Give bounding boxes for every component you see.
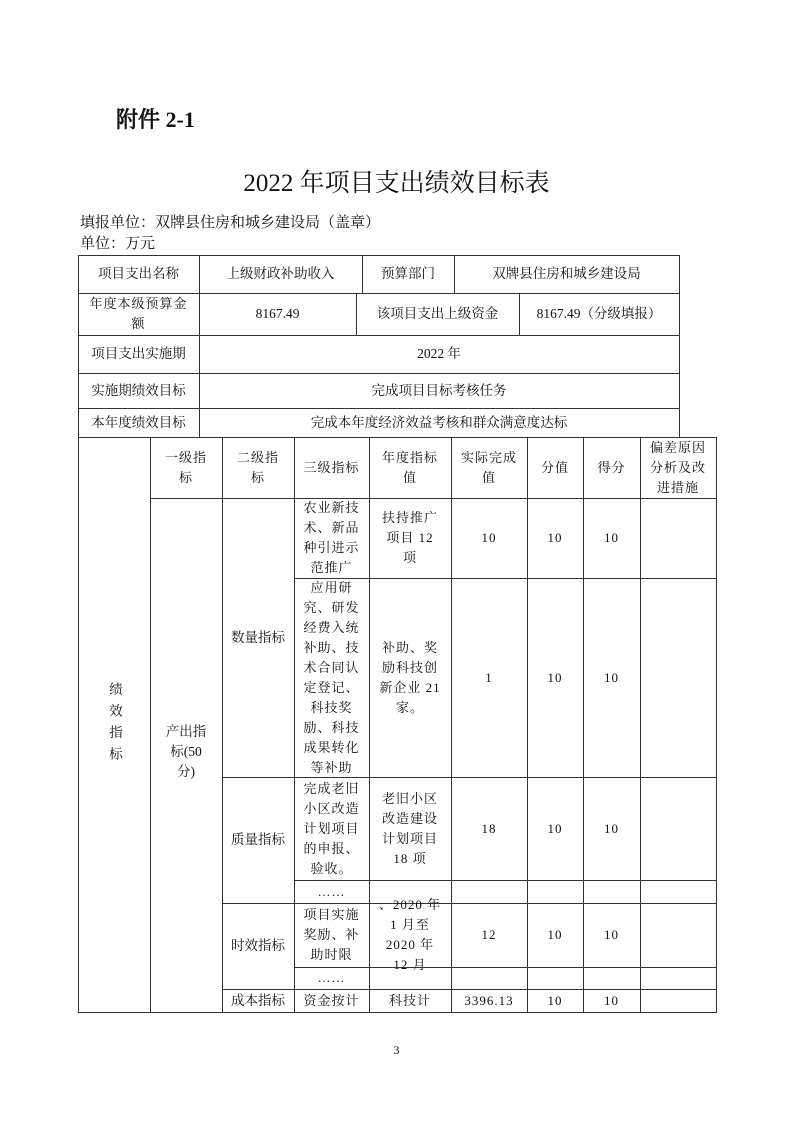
cell-target: 扶持推广项目 12 项 xyxy=(369,498,452,579)
dept-label: 预算部门 xyxy=(362,255,455,294)
cell-l3: 资金按计 xyxy=(294,989,370,1013)
column-header: 得分 xyxy=(583,437,641,499)
upper-fund-value: 8167.49（分级填报） xyxy=(519,293,680,336)
cell-score: 10 xyxy=(583,903,641,968)
column-header: 三级指标 xyxy=(294,437,370,499)
upper-fund-label: 该项目支出上级资金 xyxy=(356,293,520,336)
cell-score-value: 10 xyxy=(527,903,584,968)
cell-score-value: 10 xyxy=(527,989,584,1013)
cell-actual: 10 xyxy=(451,498,528,579)
project-name-value: 上级财政补助收入 xyxy=(199,255,363,294)
cell-score-value xyxy=(527,880,584,904)
column-header: 一级指标 xyxy=(150,437,223,499)
cell-target: 补助、奖励科技创新企业 21 家。 xyxy=(369,578,452,778)
cell-score xyxy=(583,967,641,990)
cell-note xyxy=(640,989,717,1013)
attachment-label: 附件 2-1 xyxy=(116,107,195,132)
cell-l3: 完成老旧小区改造计划项目的申报、验收。 xyxy=(294,777,370,881)
filler-unit: 填报单位：双牌县住房和城乡建设局（盖章） xyxy=(80,215,381,231)
cell-score-value: 10 xyxy=(527,578,584,778)
cell-target: 老旧小区改造建设计划项目 18 项 xyxy=(369,777,452,881)
budget-value: 8167.49 xyxy=(199,293,357,336)
column-header: 分值 xyxy=(527,437,584,499)
cell-score: 10 xyxy=(583,498,641,579)
level2-quantity: 数量指标 xyxy=(222,498,295,778)
page-title: 2022 年项目支出绩效目标表 xyxy=(243,170,550,197)
budget-label: 年度本级预算金额 xyxy=(78,293,200,336)
cell-target xyxy=(369,967,452,990)
cell-score-value xyxy=(527,967,584,990)
cell-score: 10 xyxy=(583,578,641,778)
cell-note xyxy=(640,498,717,579)
cell-actual: 18 xyxy=(451,777,528,881)
column-header: 偏差原因分析及改进措施 xyxy=(640,437,717,499)
period-label: 项目支出实施期 xyxy=(78,335,200,374)
cell-actual xyxy=(451,967,528,990)
cell-score xyxy=(583,880,641,904)
cell-note xyxy=(640,967,717,990)
cell-note xyxy=(640,880,717,904)
side-label: 绩效指标 xyxy=(78,437,151,1013)
dept-value: 双牌县住房和城乡建设局 xyxy=(454,255,680,294)
cell-target: 、2020 年 1 月至 2020 年 12 月 xyxy=(369,903,452,968)
cell-score-value: 10 xyxy=(527,498,584,579)
year-goal-label: 本年度绩效目标 xyxy=(78,408,200,438)
cell-actual: 12 xyxy=(451,903,528,968)
column-header: 实际完成值 xyxy=(451,437,528,499)
level2-cost: 成本指标 xyxy=(222,989,295,1013)
cell-l3: 应用研究、研发经费入统补助、技术合同认定登记、科技奖励、科技成果转化等补助 xyxy=(294,578,370,778)
level2-quality: 质量指标 xyxy=(222,777,295,904)
column-header: 二级指标 xyxy=(222,437,295,499)
cell-l3: …… xyxy=(294,967,370,990)
page-number: 3 xyxy=(393,1043,400,1057)
cell-l3: 项目实施奖励、补助时限 xyxy=(294,903,370,968)
year-goal-value: 完成本年度经济效益考核和群众满意度达标 xyxy=(199,408,680,438)
cell-actual: 1 xyxy=(451,578,528,778)
currency-unit: 单位：万元 xyxy=(80,236,156,252)
cell-target: 科技计 xyxy=(369,989,452,1013)
cell-score: 10 xyxy=(583,989,641,1013)
cell-score-value: 10 xyxy=(527,777,584,881)
cell-l3: 农业新技术、新品种引进示范推广 xyxy=(294,498,370,579)
project-name-label: 项目支出名称 xyxy=(78,255,200,294)
cell-note xyxy=(640,578,717,778)
period-value: 2022 年 xyxy=(199,335,680,374)
cell-score: 10 xyxy=(583,777,641,881)
cell-actual xyxy=(451,880,528,904)
period-goal-label: 实施期绩效目标 xyxy=(78,373,200,409)
level2-timeliness: 时效指标 xyxy=(222,903,295,990)
cell-note xyxy=(640,777,717,881)
period-goal-value: 完成项目目标考核任务 xyxy=(199,373,680,409)
cell-note xyxy=(640,903,717,968)
cell-l3: …… xyxy=(294,880,370,904)
level1-output: 产出指标(50 分) xyxy=(150,498,223,1013)
cell-actual: 3396.13 xyxy=(451,989,528,1013)
column-header: 年度指标值 xyxy=(369,437,452,499)
